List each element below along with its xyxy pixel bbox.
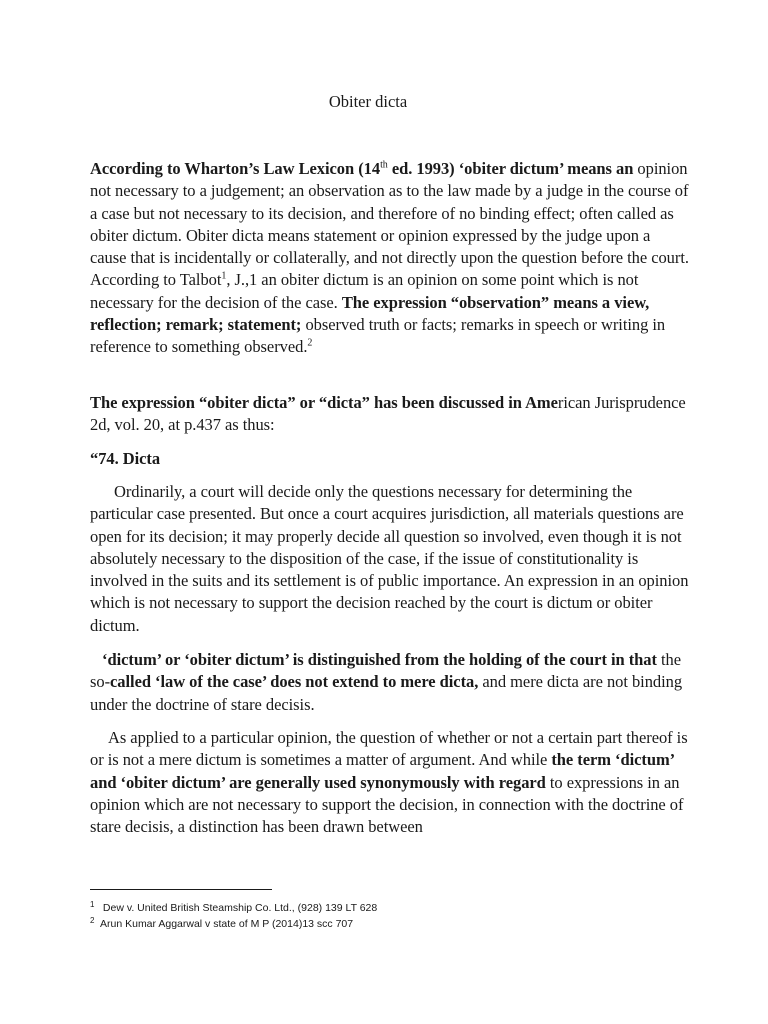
as-applied-text-cont: to expressions in an opinion which are not necessary to support the decision, in connection with the doctrine of stare decisis, a distinction has been drawn between [90, 772, 684, 837]
distinguished-bold: ‘dictum’ or ‘obiter dictum’ is distinguished from the holding of the court in that [102, 650, 657, 669]
section-heading [90, 448, 690, 470]
synonymous-bold: the term ‘dictum’ and ‘obiter dictum’ are generally used synonymously with regard [90, 750, 674, 792]
paragraph-am-jur [90, 392, 690, 437]
paragraph-ordinarily [90, 481, 690, 637]
definition-lead-cont: ed. 1993) ‘obiter dictum’ means an [387, 159, 634, 178]
definition-text: opinion not necessary to a judgement; an observation as to the law made by a judge in the course of a case but not necessary to its decision, and therefore of no binding effect; often called as obiter dictum. Obiter dicta means statement or opinion expressed by the judge upon a cause that is incidentally or collaterally, and not directly upon the question before the court. According to Talbot [90, 159, 689, 290]
paragraph-ordinarily-text: Ordinarily, a court will decide only the questions necessary for determining the particular case presented. But once a court acquires jurisdiction, all materials questions are open for its decision; it may properly decide all question so involved, even though it is not absolutely necessary to the disposition of the case, if the issue of constitutionality is involved in the suits and its settlement is of public importance. An expression in an opinion which is not necessary to support the decision reached by the court is dictum or obiter dictum. [90, 482, 689, 635]
observation-text: observed truth or facts; remarks in speech or writing in reference to something observed. [90, 315, 666, 357]
distinguished-text: the so- [90, 650, 682, 692]
footnote-2-text: Arun Kumar Aggarwal v state of M P (2014)13 scc 707 [100, 918, 354, 930]
section-heading-text: “74. Dicta [90, 449, 161, 468]
as-applied-text: As applied to a particular opinion, the question of whether or not a certain part thereof is or is not a mere dictum is sometimes a matter of argument. And while [90, 728, 688, 770]
footnote-1-text: Dew v. United British Steamship Co. Ltd., (928) 139 LT 628 [102, 902, 378, 914]
observation-bold: The expression “observation” means a view, reflection; remark; statement; [90, 292, 650, 335]
page-title [0, 92, 768, 112]
definition-text-cont: , J.,1 an obiter dictum is an opinion on some point which is not necessary for the decision of the case. [90, 270, 639, 312]
paragraph-definition [90, 158, 690, 359]
edition-superscript: th [380, 159, 388, 171]
am-jur-bold: The expression “obiter dicta” or “dicta” has been discussed in Ame [90, 393, 558, 412]
paragraph-as-applied [90, 727, 690, 838]
footnote-separator [90, 889, 272, 890]
paragraph-distinguished [90, 649, 690, 716]
footnote-2: 2 Arun Kumar Aggarwal v state of M P (2014)13 scc 707 [90, 915, 354, 930]
footnote-1: 1 Dew v. United British Steamship Co. Ltd., (928) 139 LT 628 [90, 899, 378, 914]
footnote-ref-1[interactable]: 1 [221, 270, 227, 282]
definition-lead: According to Wharton’s Law Lexicon (14 [90, 159, 381, 178]
footnotes [90, 900, 690, 932]
footnote-ref-2[interactable]: 2 [307, 337, 313, 349]
am-jur-text: rican Jurisprudence 2d, vol. 20, at p.437 as thus: [90, 393, 686, 435]
page-title-text: Obiter dicta [328, 92, 408, 111]
law-of-case-bold: called ‘law of the case’ does not extend to mere dicta, [110, 672, 479, 692]
distinguished-text-cont: and mere dicta are not binding under the doctrine of stare decisis. [90, 672, 683, 714]
